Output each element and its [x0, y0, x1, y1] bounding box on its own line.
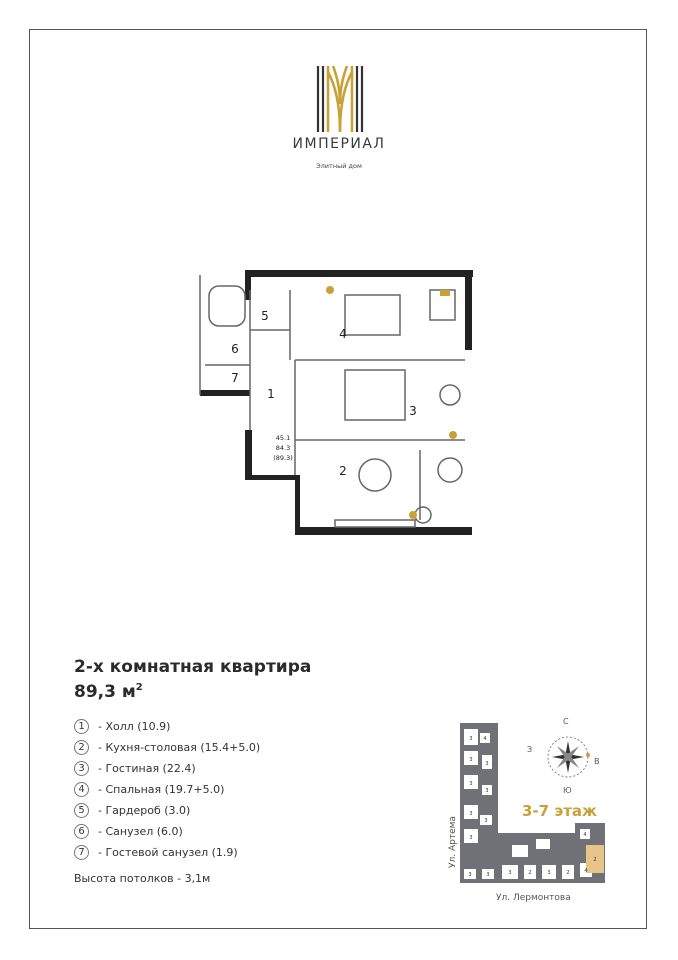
brand-tagline: Элитный дом [316, 162, 362, 170]
room-2-label: 2 [339, 464, 347, 478]
map-unit: 2 [528, 870, 532, 876]
area-living: 45.1 [275, 434, 291, 442]
compass-icon [548, 737, 590, 777]
compass-south: Ю [563, 786, 572, 795]
compass-east: В [594, 757, 600, 766]
legend-number: 6 [74, 824, 89, 839]
legend-item [74, 779, 260, 800]
map-unit: 3 [469, 835, 473, 841]
legend-label: - Гостевой санузел (1.9) [98, 846, 238, 859]
map-unit: 4 [483, 736, 487, 742]
apartment-area [74, 682, 143, 702]
legend-number: 3 [74, 761, 89, 776]
room-1-label: 1 [267, 387, 275, 401]
map-unit: 3 [486, 872, 490, 878]
legend-number: 1 [74, 719, 89, 734]
legend-label: - Спальная (19.7+5.0) [98, 783, 225, 796]
brand-name: ИМПЕРИАЛ [292, 136, 386, 152]
map-unit: 3 [469, 811, 473, 817]
compass-west: З [527, 745, 533, 754]
map-unit: 3 [485, 788, 489, 794]
room-3-label: 3 [409, 404, 417, 418]
map-unit: 3 [469, 781, 473, 787]
map-unit: 3 [508, 870, 512, 876]
room-5-label: 5 [261, 309, 269, 323]
legend-item [74, 842, 260, 863]
area-value: 89,3 м [74, 682, 136, 702]
legend-item [74, 821, 260, 842]
street-bottom: Ул. Лермонтова [496, 893, 571, 903]
map-unit: 3 [484, 818, 488, 824]
room-legend [74, 716, 260, 863]
legend-label: - Кухня-столовая (15.4+5.0) [98, 741, 261, 754]
legend-item [74, 758, 260, 779]
legend-item [74, 716, 260, 737]
room-6-label: 6 [231, 342, 239, 356]
legend-label: - Гардероб (3.0) [98, 804, 191, 817]
legend-number: 2 [74, 740, 89, 755]
map-unit: 4 [584, 868, 588, 874]
room-7-label: 7 [231, 371, 239, 385]
map-unit: 4 [583, 832, 587, 838]
legend-number: 7 [74, 845, 89, 860]
area-total: 84.3 [275, 444, 291, 452]
legend-number: 5 [74, 803, 89, 818]
street-left: Ул. Артема [448, 816, 458, 868]
room-4-label: 4 [339, 327, 347, 341]
map-unit: 3 [469, 757, 473, 763]
legend-number: 4 [74, 782, 89, 797]
legend-label: - Санузел (6.0) [98, 825, 183, 838]
area-with-balcony: (89.3) [273, 454, 293, 462]
apartment-title: 2-х комнатная квартира [74, 657, 312, 677]
ceiling-height: Высота потолков - 3,1м [74, 872, 211, 885]
map-unit: 2 [593, 857, 597, 863]
legend-label: - Холл (10.9) [98, 720, 171, 733]
map-unit: 2 [566, 870, 570, 876]
compass-north: С [563, 717, 569, 726]
area-unit-sup: 2 [135, 682, 143, 693]
map-unit: 3 [547, 870, 551, 876]
map-unit: 3 [469, 736, 473, 742]
map-unit: 3 [485, 761, 489, 767]
floor-plan [195, 270, 480, 535]
legend-item [74, 737, 260, 758]
legend-label: - Гостиная (22.4) [98, 762, 196, 775]
logo-icon [290, 64, 390, 134]
floor-range: 3-7 этаж [522, 802, 597, 820]
map-unit: 3 [468, 872, 472, 878]
legend-item [74, 800, 260, 821]
